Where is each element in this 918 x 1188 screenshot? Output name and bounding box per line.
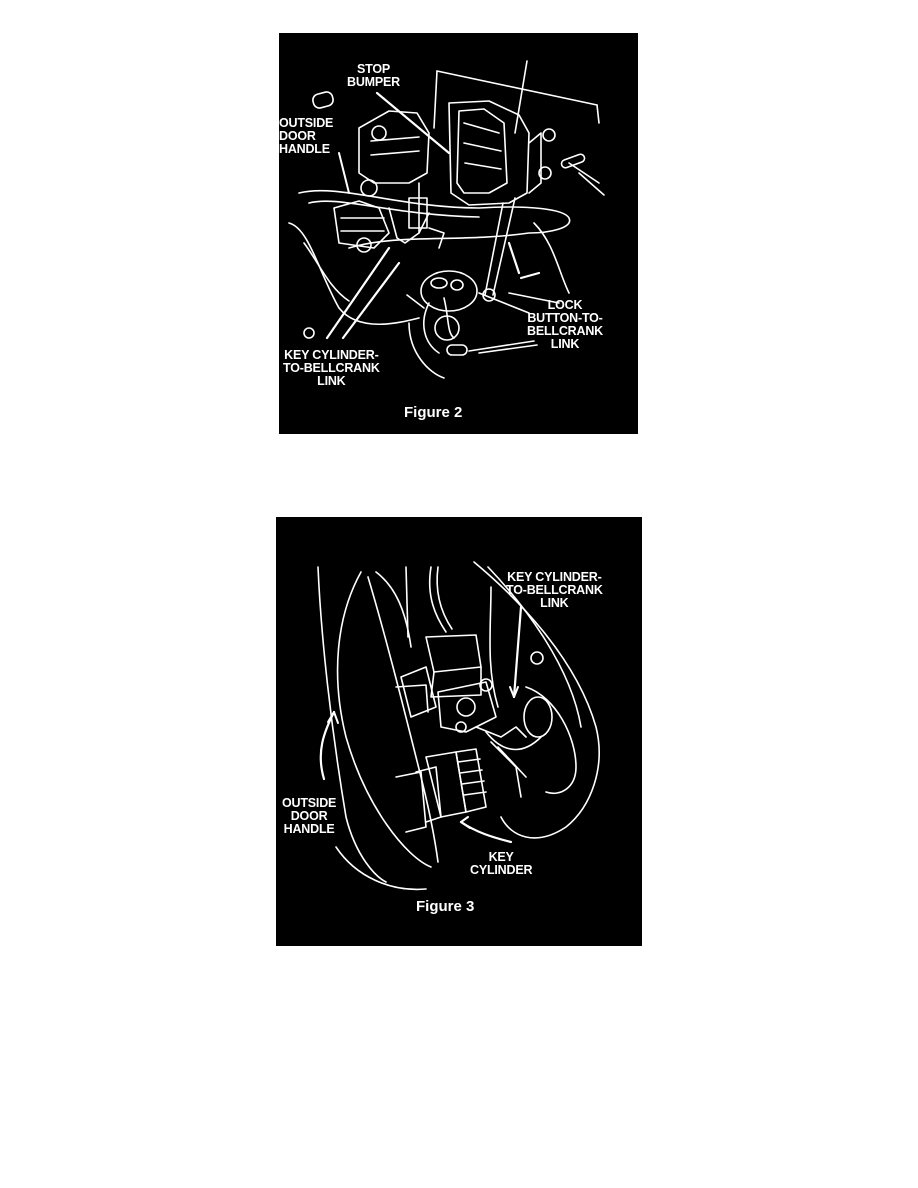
stop-bumper-label: STOP BUMPER <box>347 62 400 89</box>
outside-door-handle-label: OUTSIDE DOOR HANDLE <box>282 796 337 836</box>
figure-3-illustration <box>276 517 642 946</box>
key-cylinder-label: KEY CYLINDER <box>470 850 533 877</box>
figure-2-caption: Figure 2 <box>404 404 463 421</box>
outside-door-handle-label: OUTSIDE DOOR HANDLE <box>279 116 334 156</box>
lock-link-label: LOCK BUTTON-TO- BELLCRANK LINK <box>527 298 603 351</box>
figure-2-illustration <box>279 33 638 434</box>
key-cylinder-link-label: KEY CYLINDER- TO-BELLCRANK LINK <box>506 570 603 610</box>
key-cylinder-link-label: KEY CYLINDER- TO-BELLCRANK LINK <box>283 348 380 388</box>
figure-3-caption: Figure 3 <box>416 898 475 915</box>
